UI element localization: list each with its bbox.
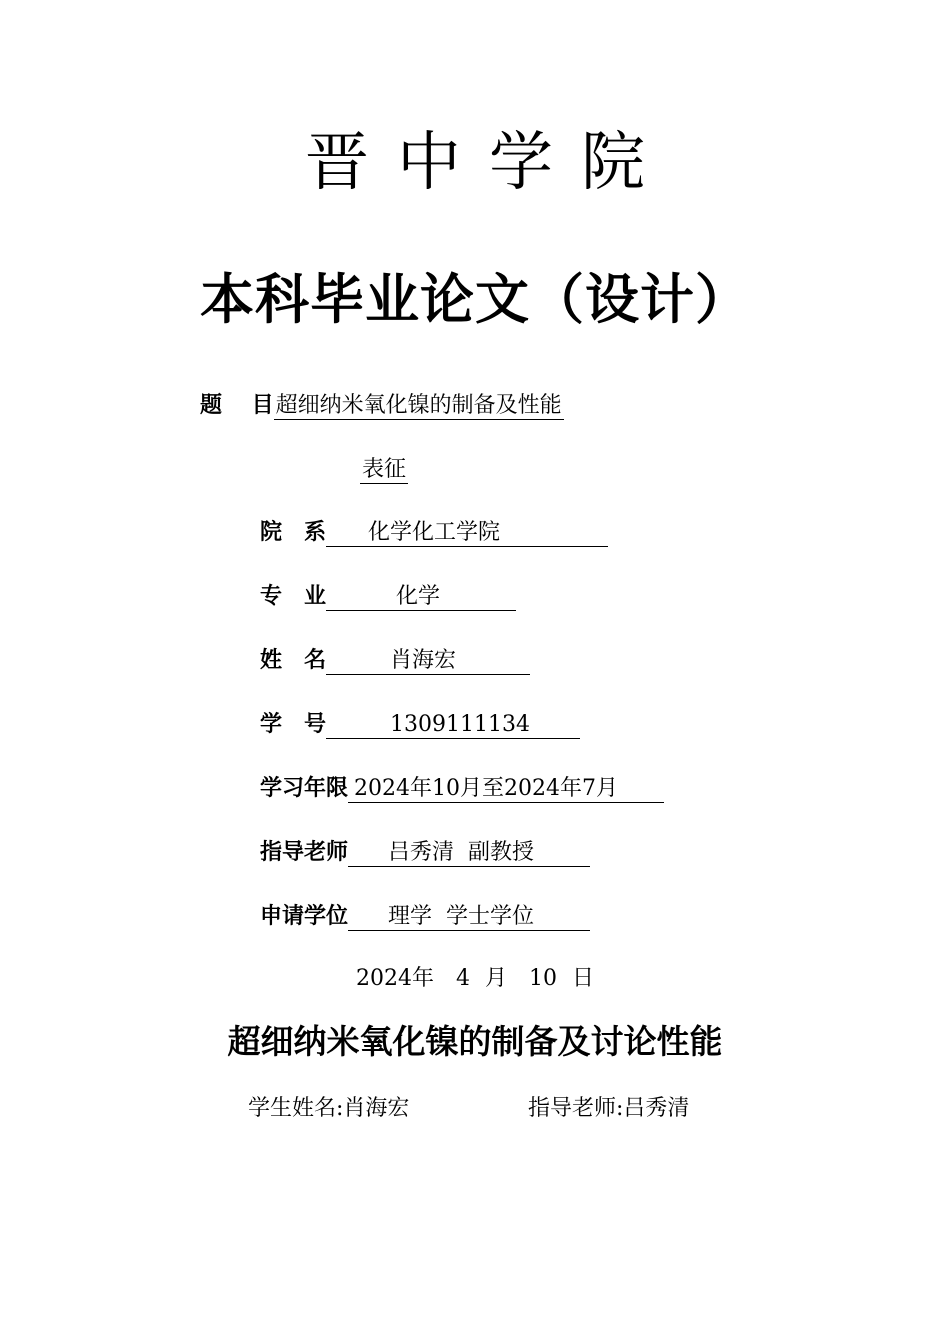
student-credit: 学生姓名:肖海宏 (248, 1096, 410, 1121)
degree-row (260, 900, 590, 934)
study-period-value: 2024年10月至2024年7月 (348, 776, 664, 803)
title-value-line2: 表征 (362, 457, 407, 482)
department-row (260, 516, 608, 550)
title-value-line1: 超细纳米氧化镍的制备及性能 (275, 393, 562, 418)
school-name: 晋中学院 (305, 126, 673, 200)
study-period-label: 学习年限 (260, 776, 349, 801)
major-label: 专 业 (260, 584, 327, 609)
advisor-label: 指导老师 (260, 840, 349, 865)
advisor-value: 吕秀清 副教授 (348, 840, 590, 867)
advisor-row (260, 836, 590, 870)
name-value: 肖海宏 (326, 648, 530, 675)
thesis-type-heading: 本科毕业论文（设计） (200, 268, 750, 331)
student-id-label: 学 号 (260, 712, 327, 737)
title-row (200, 389, 564, 423)
paper-main-title: 超细纳米氧化镍的制备及讨论性能 (227, 1022, 723, 1061)
department-value: 化学化工学院 (326, 520, 608, 547)
advisor-credit: 指导老师:吕秀清 (528, 1096, 690, 1121)
cover-date: 2024年 4 月 10 日 (356, 966, 594, 991)
major-row (260, 580, 516, 614)
degree-value: 理学 学士学位 (348, 904, 590, 931)
name-row (260, 644, 530, 678)
study-period-row (260, 772, 664, 806)
department-label: 院 系 (260, 520, 327, 545)
name-label: 姓 名 (260, 648, 327, 673)
title-label: 题 目 (200, 393, 274, 418)
degree-label: 申请学位 (260, 904, 349, 929)
student-id-row (260, 708, 580, 742)
student-id-value: 1309111134 (326, 712, 580, 739)
major-value: 化学 (326, 584, 516, 611)
title-row-2 (360, 453, 408, 487)
